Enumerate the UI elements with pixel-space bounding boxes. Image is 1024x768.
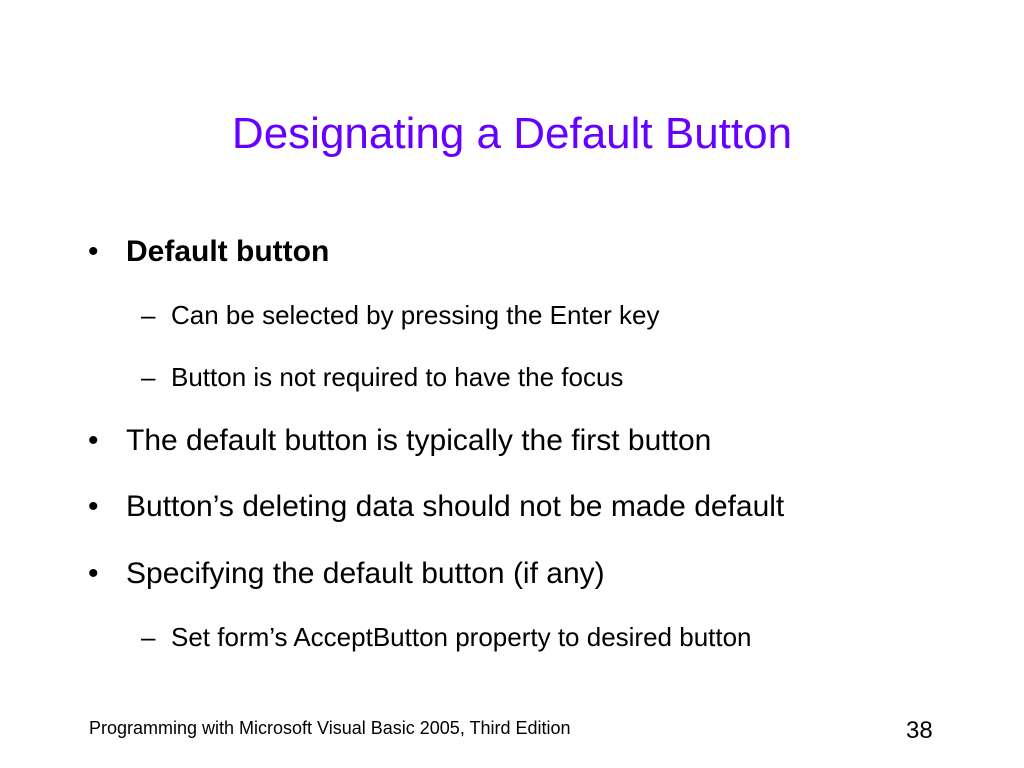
dash-marker: – — [141, 362, 156, 392]
bullet-text: The default button is typically the first button — [126, 424, 712, 457]
page-number: 38 — [906, 717, 933, 744]
bullet-marker: • — [88, 235, 99, 268]
bullet-text: Specifying the default button (if any) — [126, 557, 605, 590]
slide-title: Designating a Default Button — [231, 109, 793, 158]
dash-marker: – — [141, 622, 156, 652]
footer-text: Programming with Microsoft Visual Basic 2005, Third Edition — [89, 718, 571, 738]
bullet-item-default-button — [88, 232, 330, 272]
sub-bullet-text: Can be selected by pressing the Enter key — [171, 300, 660, 330]
bullet-marker: • — [88, 557, 99, 590]
sub-bullet-item-enter-key — [141, 298, 660, 332]
bullet-item-first-button — [88, 421, 712, 461]
dash-marker: – — [141, 300, 156, 330]
bullet-item-specifying-default — [88, 554, 605, 594]
bullet-marker: • — [88, 424, 99, 457]
sub-bullet-text: Button is not required to have the focus — [171, 362, 624, 392]
sub-bullet-item-acceptbutton — [141, 620, 752, 654]
sub-bullet-text: Set form’s AcceptButton property to desired button — [171, 622, 752, 652]
bullet-text: Button’s deleting data should not be made default — [126, 490, 785, 523]
bullet-text: Default button — [126, 235, 330, 268]
bullet-item-deleting-data — [88, 487, 785, 527]
sub-bullet-item-focus — [141, 360, 624, 394]
bullet-marker: • — [88, 490, 99, 523]
